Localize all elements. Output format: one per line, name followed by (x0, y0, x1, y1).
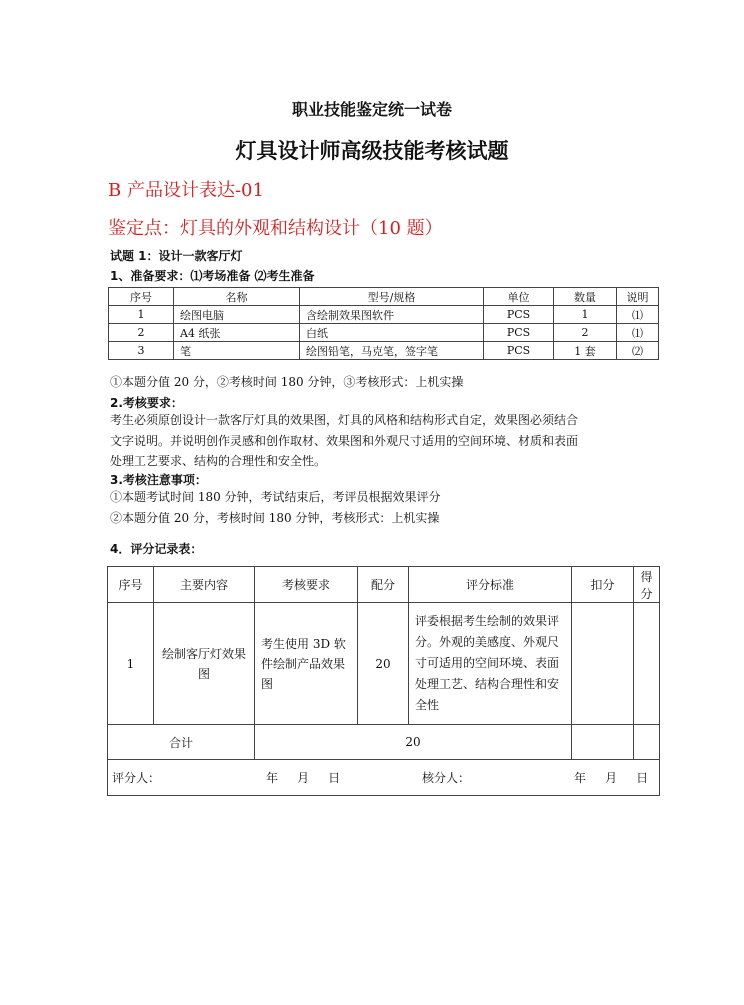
requirements-line: 文字说明。并说明创作灵感和创作取材、效果图和外观尺寸适用的空间环境、材质和表面 (110, 433, 579, 448)
notices-heading: 3.考核注意事项： (110, 473, 207, 487)
table-cell: PCS (484, 324, 554, 342)
table-cell: 2 (554, 324, 617, 342)
header-cell: 配分 (358, 567, 409, 603)
table-row (109, 324, 659, 342)
header-cell: 型号/规格 (300, 288, 484, 306)
total-value: 20 (255, 725, 572, 760)
table-cell: 绘图电脑 (174, 306, 300, 324)
deduct-cell (572, 603, 634, 725)
score-total-cell (634, 725, 660, 760)
table-cell: 绘图铅笔，马克笔，签字笔 (300, 342, 484, 360)
notices-body (110, 487, 650, 528)
score-table-heading: 4．评分记录表： (110, 542, 203, 556)
table-cell: 2 (109, 324, 174, 342)
requirements-line: 考生必须原创设计一款客厅灯具的效果图，灯具的风格和结构形式自定，效果图必须结合 (110, 413, 579, 427)
table-cell: 笔 (174, 342, 300, 360)
header-cell: 扣分 (572, 567, 634, 603)
header-cell: 序号 (109, 288, 174, 306)
checker-label: 核分人： (422, 771, 471, 785)
header-cell: 序号 (108, 567, 154, 603)
header-cell: 说明 (617, 288, 659, 306)
points-cell: 20 (358, 603, 409, 725)
question-title: 试题 1：设计一款客厅灯 (110, 249, 243, 263)
deduct-total-cell (572, 725, 634, 760)
prep-heading: 1、准备要求：⑴考场准备 ⑵考生准备 (110, 269, 315, 283)
table-cell: PCS (484, 342, 554, 360)
total-row (108, 725, 660, 760)
table-cell: ⑴ (617, 306, 659, 324)
header-cell: 名称 (174, 288, 300, 306)
header-cell: 数量 (554, 288, 617, 306)
signature-row (108, 760, 660, 796)
grader-date: 年 月 日 (266, 771, 341, 785)
table-cell: 白纸 (300, 324, 484, 342)
main-content-cell: 绘制客厅灯效果图 (154, 603, 255, 725)
table-cell: ⑴ (617, 324, 659, 342)
score-cell (634, 603, 660, 725)
exam-title: 灯具设计师高级技能考核试题 (235, 139, 509, 163)
criteria-cell: 评委根据考生绘制的效果评分。外观的美感度、外观尺寸可适用的空间环境、表面处理工艺、结构合理性和安全性 (409, 603, 572, 725)
table-header-row (109, 288, 659, 306)
grader-label: 评分人： (112, 771, 161, 785)
total-label: 合计 (108, 725, 255, 760)
table-row (109, 342, 659, 360)
header-cell: 考核要求 (255, 567, 358, 603)
notice-line: ②本题分值 20 分，考核时间 180 分钟，考核形式：上机实操 (110, 510, 440, 525)
table-cell: 1 套 (554, 342, 617, 360)
notice-line: ①本题考试时间 180 分钟，考试结束后，考评员根据效果评分 (110, 490, 441, 504)
requirements-body (110, 410, 650, 472)
header-cell: 评分标准 (409, 567, 572, 603)
table-cell: A4 纸张 (174, 324, 300, 342)
table-header-row (108, 567, 660, 603)
row-number: 1 (108, 603, 154, 725)
requirement-cell: 考生使用 3D 软件绘制产品效果图 (255, 603, 358, 725)
requirements-line: 处理工艺要求、结构的合理性和安全性。 (110, 454, 327, 468)
table-cell: 1 (109, 306, 174, 324)
table-cell: 3 (109, 342, 174, 360)
table-row (109, 306, 659, 324)
requirements-heading: 2.考核要求： (110, 396, 183, 410)
prep-table (108, 287, 659, 360)
assessment-point-heading: 鉴定点：灯具的外观和结构设计（10 题） (108, 218, 443, 239)
exam-series-title: 职业技能鉴定统一试卷 (291, 100, 452, 119)
header-cell: 单位 (484, 288, 554, 306)
table-cell: 含绘制效果图软件 (300, 306, 484, 324)
header-cell: 主要内容 (154, 567, 255, 603)
score-table (107, 566, 660, 796)
table-cell: ⑵ (617, 342, 659, 360)
checker-date: 年 月 日 (574, 771, 649, 785)
exam-note-line: ①本题分值 20 分，②考核时间 180 分钟，③考核形式：上机实操 (110, 375, 464, 389)
table-cell: PCS (484, 306, 554, 324)
table-cell: 1 (554, 306, 617, 324)
table-row (108, 603, 660, 725)
header-cell: 得分 (634, 567, 660, 603)
signature-cell (108, 760, 660, 796)
category-heading: B 产品设计表达-01 (108, 180, 264, 201)
